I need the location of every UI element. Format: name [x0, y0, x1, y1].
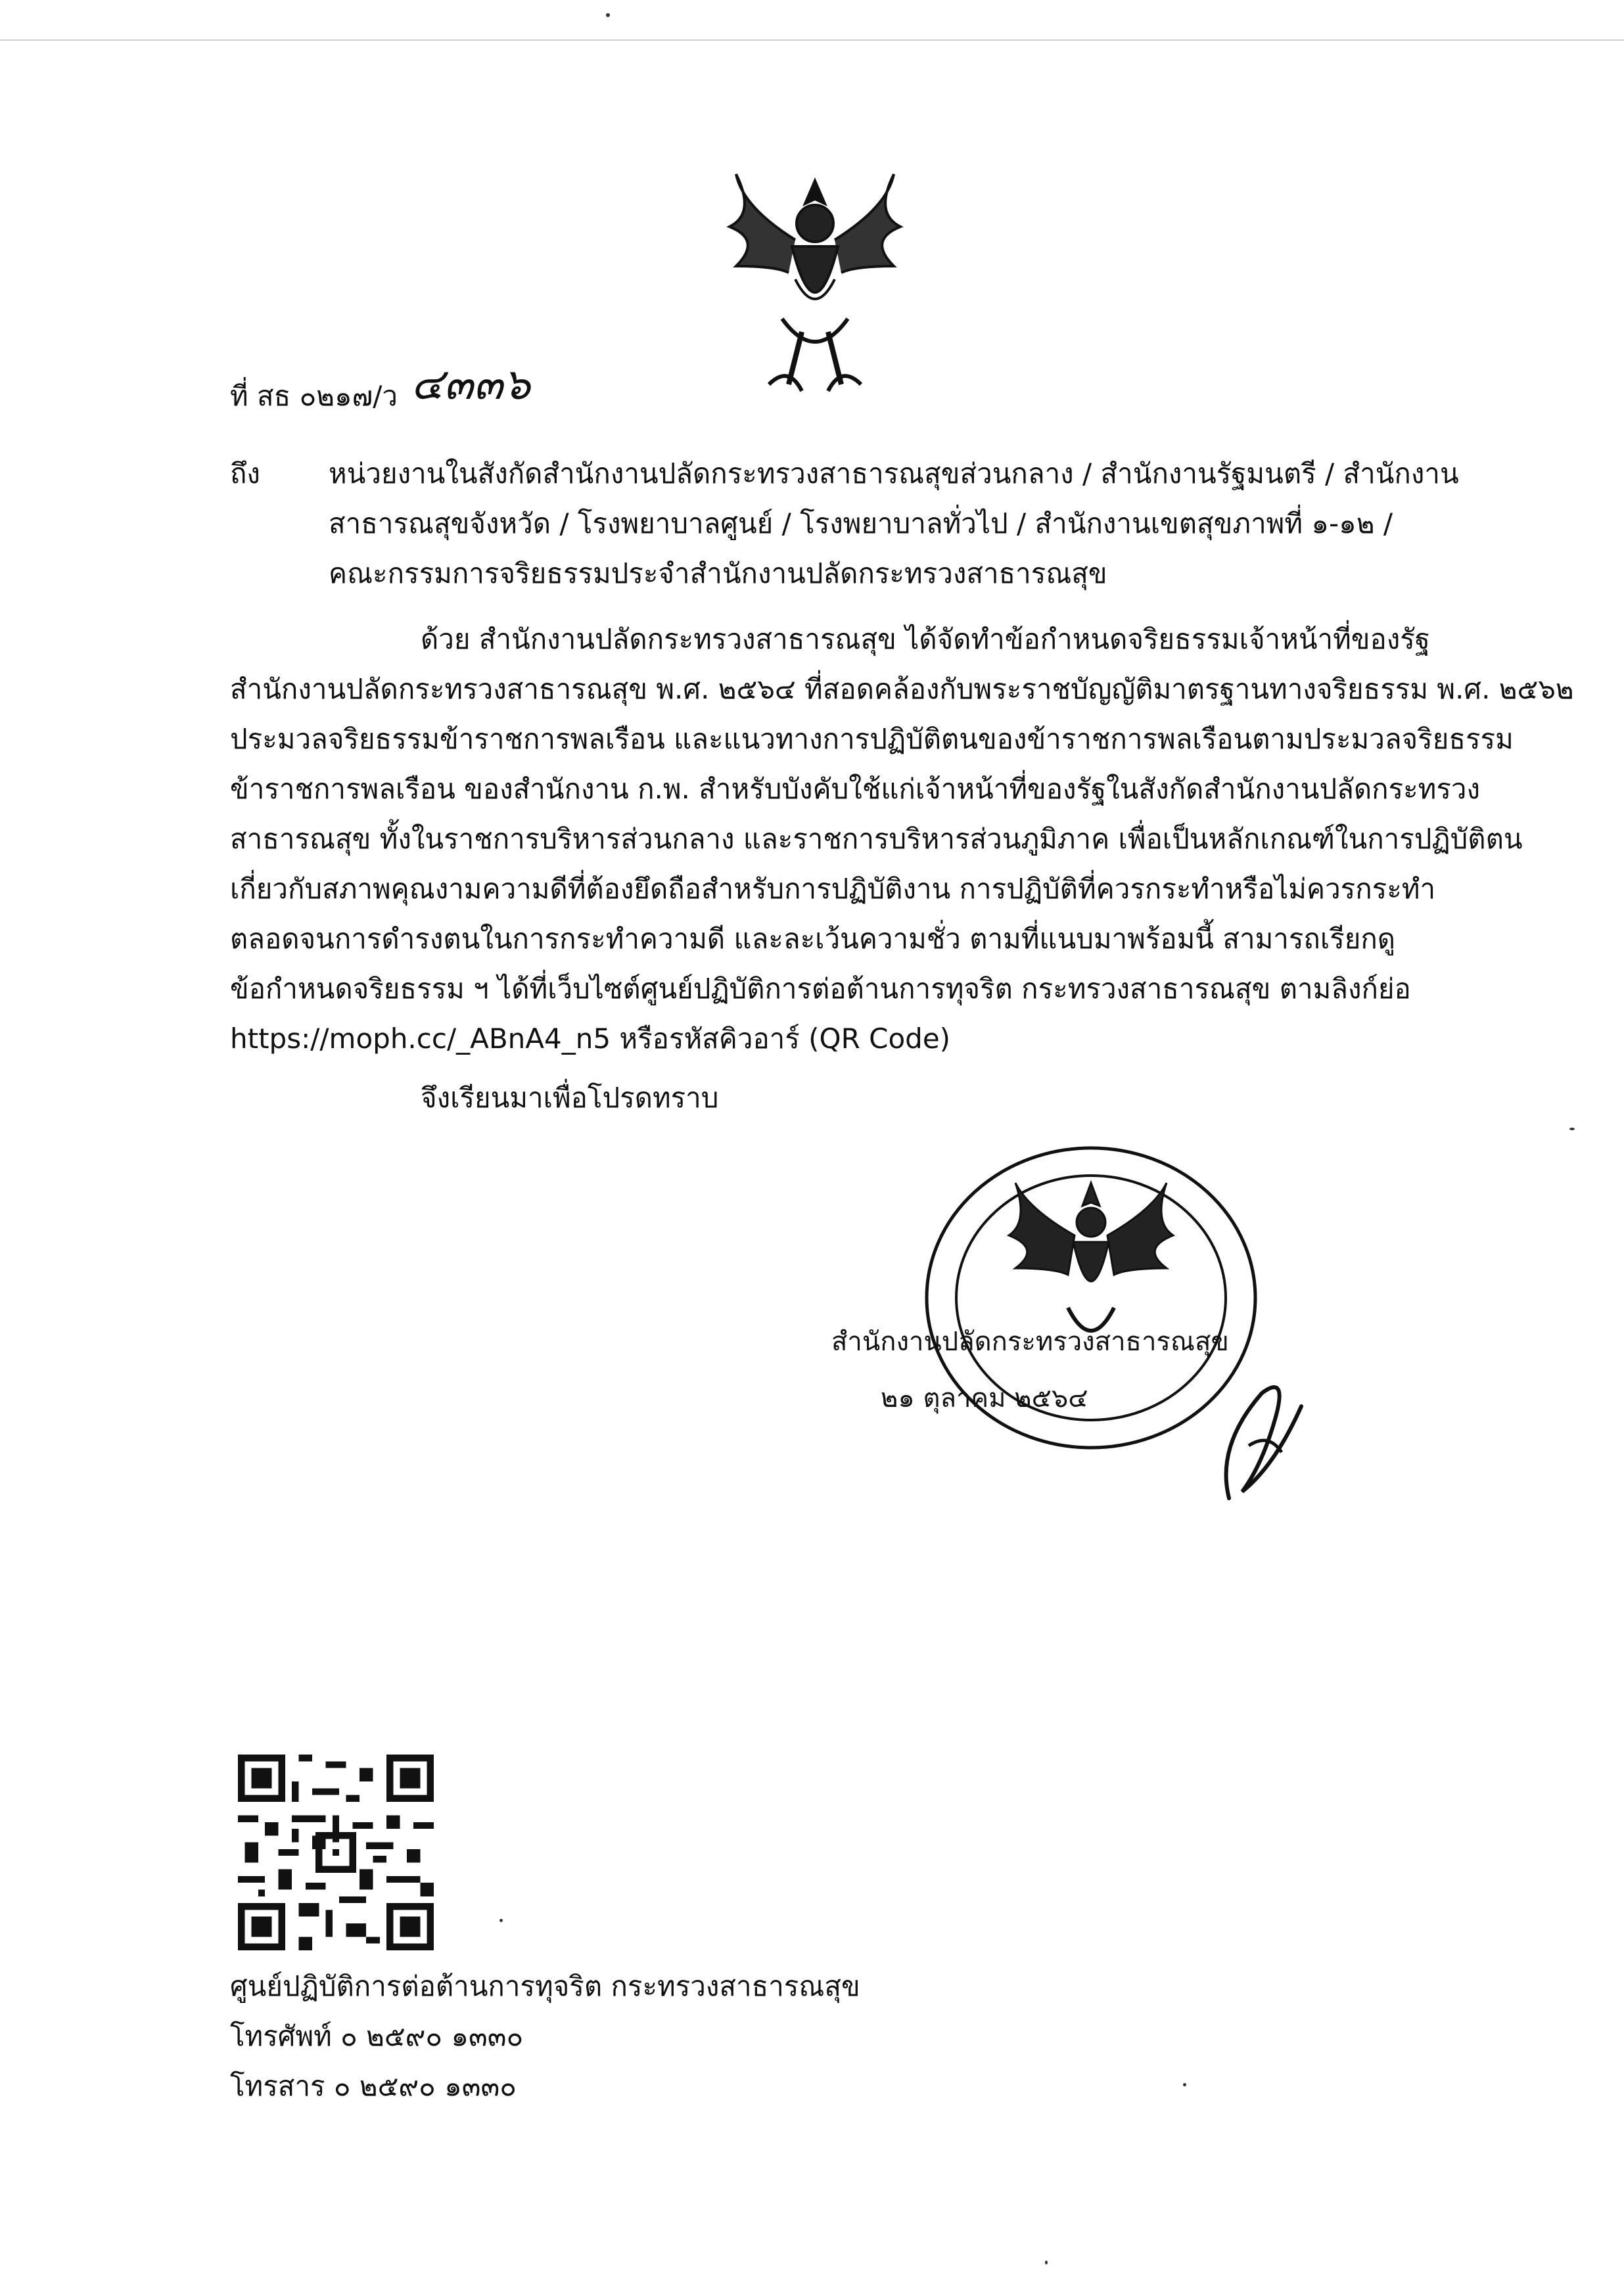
signature-date: ๒๑ ตุลาคม ๒๕๖๔: [881, 1383, 1088, 1413]
handwritten-signature-icon: [1203, 1367, 1321, 1511]
body-line: ข้าราชการพลเรือน ของสำนักงาน ก.พ. สำหรับบังคับใช้แก่เจ้าหน้าที่ของรัฐในสังกัดสำนักงานปลัดกระทรวง: [230, 773, 1480, 805]
body-line: ข้อกำหนดจริยธรรม ฯ ได้ที่เว็บไซต์ศูนย์ปฏิบัติการต่อต้านการทุจริต กระทรวงสาธารณสุข ตามลิงก์ย่อ: [230, 973, 1411, 1005]
body-line: เกี่ยวกับสภาพคุณงามความดีที่ต้องยึดถือสำหรับการปฏิบัติงาน การปฏิบัติที่ควรกระทำหรือไม่ควรกระทำ: [230, 873, 1436, 905]
to-line: สาธารณสุขจังหวัด / โรงพยาบาลศูนย์ / โรงพยาบาลทั่วไป / สำนักงานเขตสุขภาพที่ ๑-๑๒ /: [329, 507, 1393, 540]
scan-speck: [499, 1919, 503, 1922]
scan-speck: [1183, 2083, 1186, 2086]
doc-number-prefix: ที่ สธ ๐๒๑๗/ว: [230, 380, 398, 412]
to-label: ถึง: [230, 457, 260, 490]
qr-code-icon: [238, 1755, 434, 1950]
scan-speck: [606, 13, 610, 17]
body-line: ประมวลจริยธรรมข้าราชการพลเรือน และแนวทางการปฏิบัติตนของข้าราชการพลเรือนตามประมวลจริยธรรม: [230, 723, 1514, 755]
body-line: ด้วย สำนักงานปลัดกระทรวงสาธารณสุข ได้จัดทำข้อกำหนดจริยธรรมเจ้าหน้าที่ของรัฐ: [421, 623, 1430, 655]
scan-speck: [1569, 1128, 1575, 1130]
body-line: สาธารณสุข ทั้งในราชการบริหารส่วนกลาง และราชการบริหารส่วนภูมิภาค เพื่อเป็นหลักเกณฑ์ในการปฏิบัติตน: [230, 823, 1523, 855]
scan-speck: [1045, 2261, 1048, 2264]
footer-fax: โทรสาร ๐ ๒๕๙๐ ๑๓๓๐: [230, 2070, 517, 2102]
body-line: สำนักงานปลัดกระทรวงสาธารณสุข พ.ศ. ๒๕๖๔ ที่สอดคล้องกับพระราชบัญญัติมาตรฐานทางจริยธรรม พ.ศ. ๒๕๖๒: [230, 673, 1574, 705]
doc-number-handwritten: ๔๓๓๖: [411, 359, 531, 409]
signature-office: สำนักงานปลัดกระทรวงสาธารณสุข: [831, 1327, 1229, 1357]
closing-text: จึงเรียนมาเพื่อโปรดทราบ: [421, 1082, 719, 1114]
body-line: ตลอดจนการดำรงตนในการกระทำความดี และละเว้นความชั่ว ตามที่แนบมาพร้อมนี้ สามารถเรียกดู: [230, 923, 1396, 955]
footer-telephone: โทรศัพท์ ๐ ๒๕๙๐ ๑๓๓๐: [230, 2020, 524, 2052]
to-line: หน่วยงานในสังกัดสำนักงานปลัดกระทรวงสาธารณสุขส่วนกลาง / สำนักงานรัฐมนตรี / สำนักงาน: [329, 457, 1459, 490]
footer-organization: ศูนย์ปฏิบัติการต่อต้านการทุจริต กระทรวงสาธารณสุข: [230, 1970, 860, 2002]
to-line: คณะกรรมการจริยธรรมประจำสำนักงานปลัดกระทรวงสาธารณสุข: [329, 557, 1107, 589]
scan-edge-line: [0, 39, 1624, 41]
garuda-emblem-icon: [716, 168, 914, 404]
body-link-line: https://moph.cc/_ABnA4_n5 หรือรหัสคิวอาร์ (QR Code): [230, 1022, 951, 1055]
